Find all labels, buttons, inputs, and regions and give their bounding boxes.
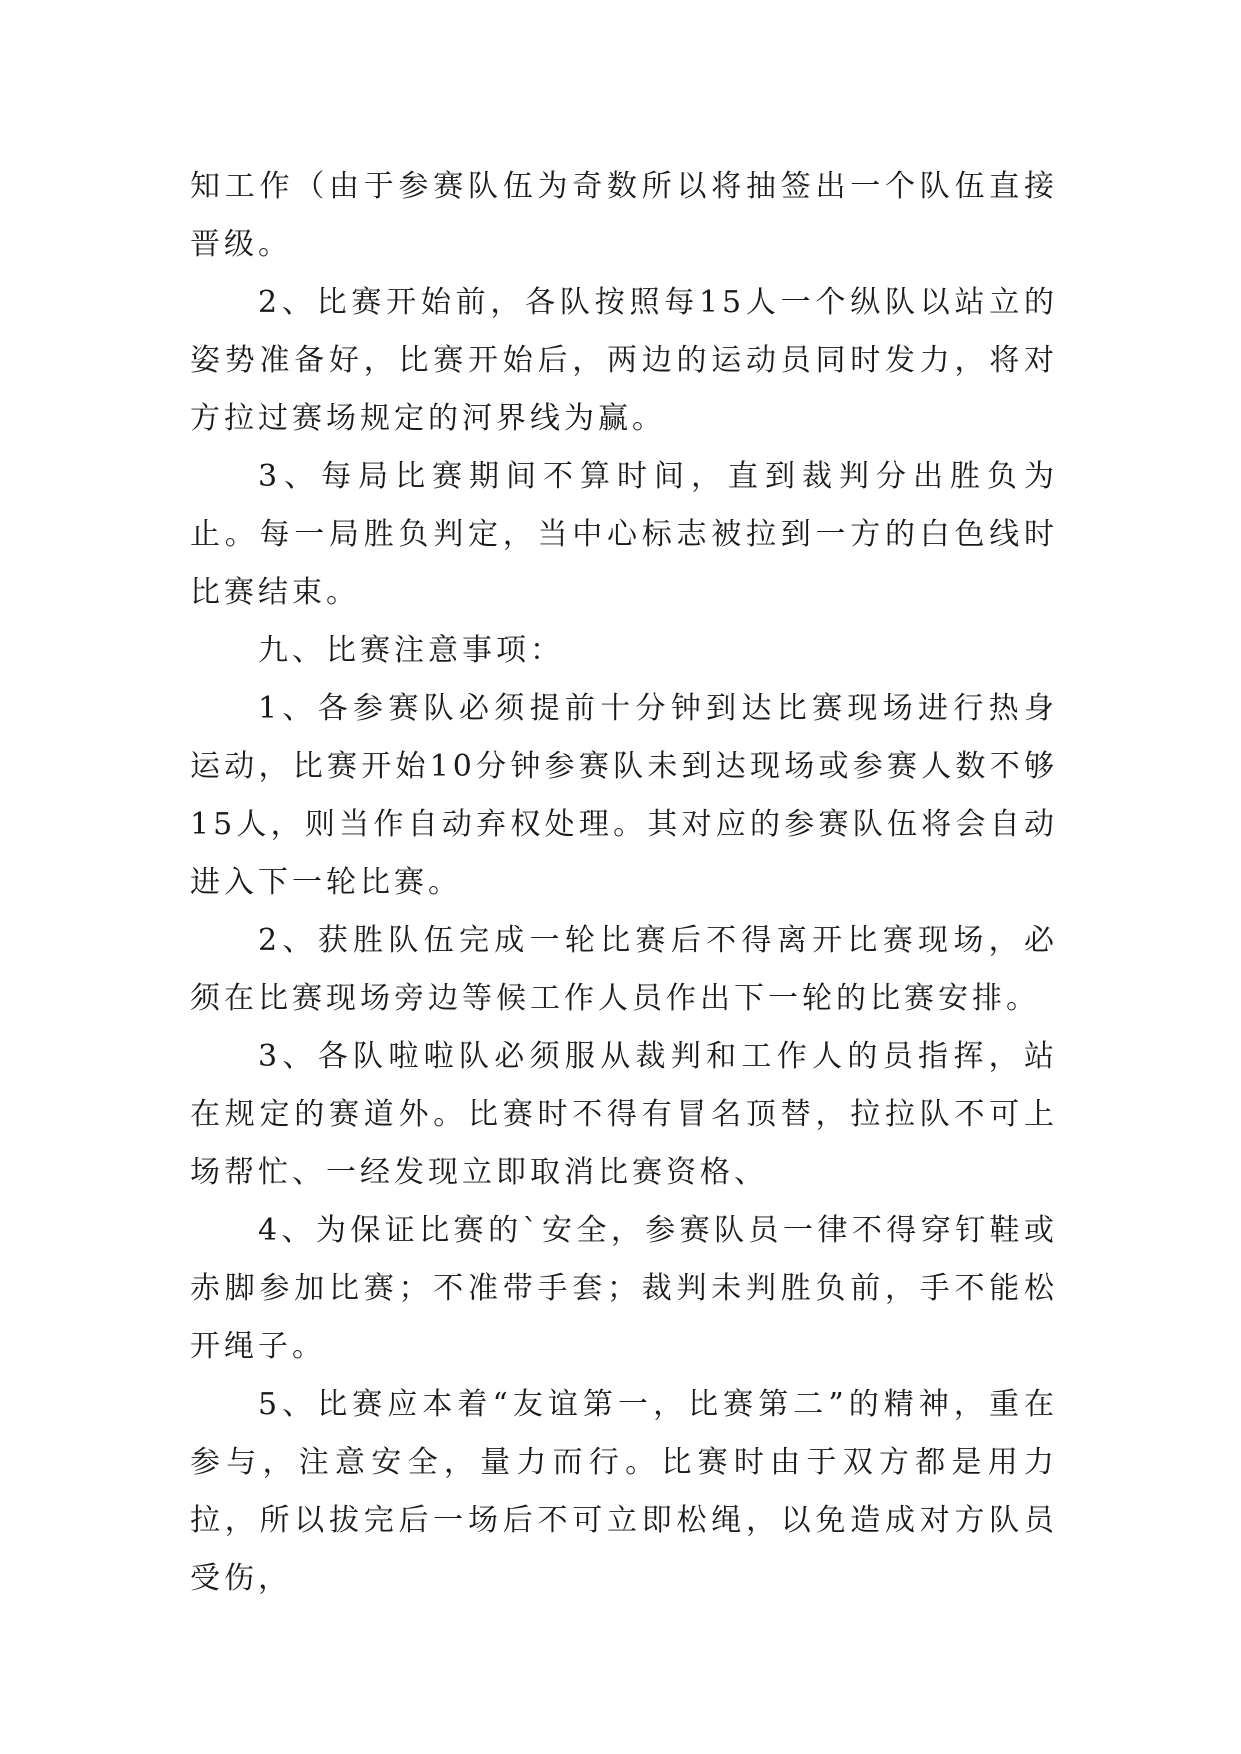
paragraph-6: 2、获胜队伍完成一轮比赛后不得离开比赛现场，必须在比赛现场旁边等候工作人员作出下一轮的比赛安排。 xyxy=(190,923,1058,1016)
paragraph-1: 知工作（由于参赛队伍为奇数所以将抽签出一个队伍直接晋级。 xyxy=(190,169,1058,262)
document-body xyxy=(190,158,1058,1608)
paragraph-9: 5、比赛应本着“友谊第一，比赛第二”的精神，重在参与，注意安全，量力而行。比赛时由于双方都是用力拉，所以拔完后一场后不可立即松绳，以免造成对方队员受伤， xyxy=(190,1387,1058,1596)
section-heading: 九、比赛注意事项： xyxy=(258,633,564,668)
paragraph-7: 3、各队啦啦队必须服从裁判和工作人的员指挥，站在规定的赛道外。比赛时不得有冒名顶替，拉拉队不可上场帮忙、一经发现立即取消比赛资格、 xyxy=(190,1039,1058,1190)
paragraph-2: 2、比赛开始前，各队按照每15人一个纵队以站立的姿势准备好，比赛开始后，两边的运动员同时发力，将对方拉过赛场规定的河界线为赢。 xyxy=(190,285,1058,436)
paragraph-8: 4、为保证比赛的`安全，参赛队员一律不得穿钉鞋或赤脚参加比赛；不准带手套；裁判未判胜负前，手不能松开绳子。 xyxy=(190,1213,1058,1364)
paragraph-5: 1、各参赛队必须提前十分钟到达比赛现场进行热身运动，比赛开始10分钟参赛队未到达现场或参赛人数不够15人，则当作自动弃权处理。其对应的参赛队伍将会自动进入下一轮比赛。 xyxy=(190,691,1058,900)
paragraph-3: 3、每局比赛期间不算时间，直到裁判分出胜负为止。每一局胜负判定，当中心标志被拉到一方的白色线时比赛结束。 xyxy=(190,459,1058,610)
